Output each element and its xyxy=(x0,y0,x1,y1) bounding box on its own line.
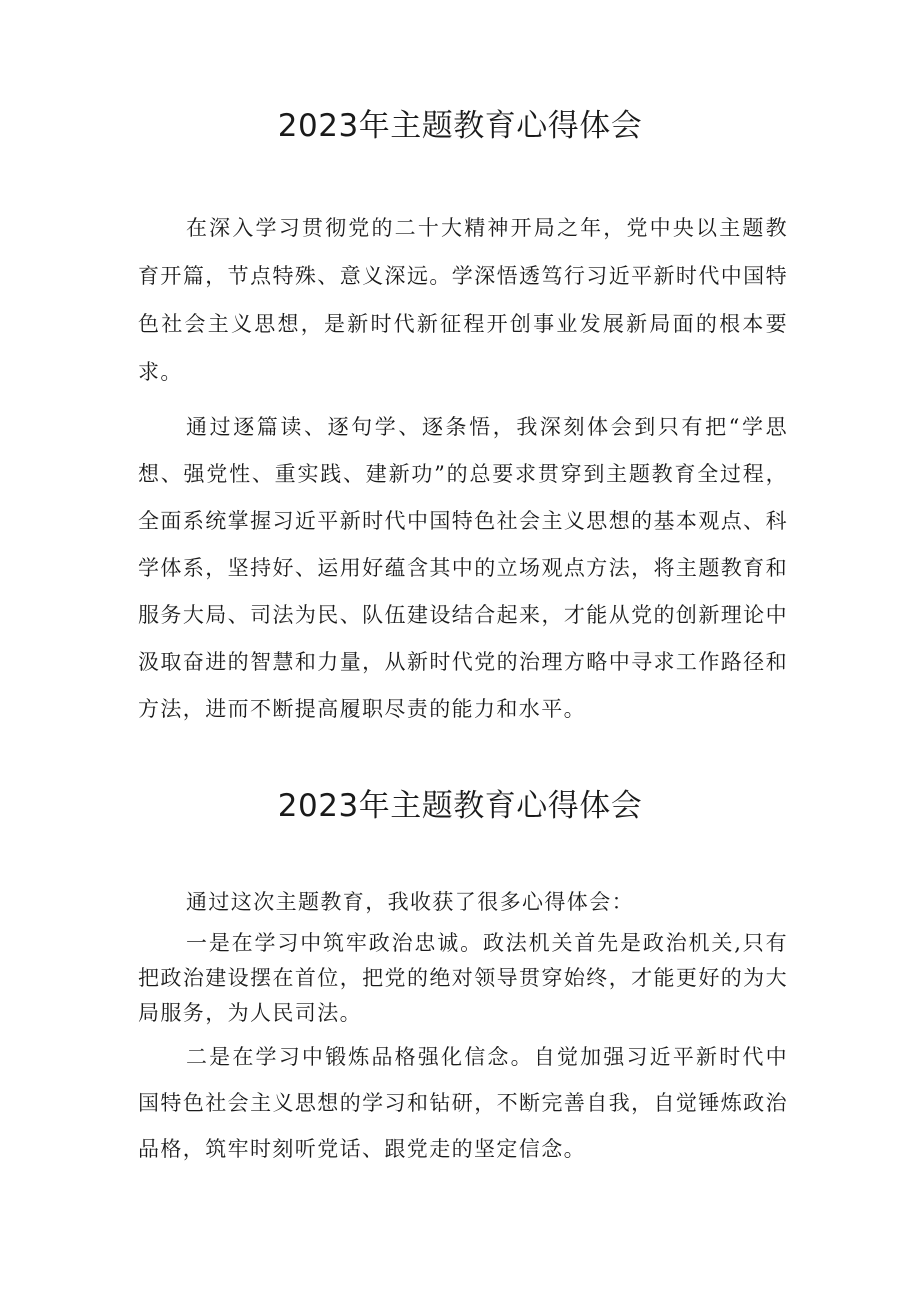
section-1-paragraph-1: 在深入学习贯彻党的二十大精神开局之年，党中央以主题教育开篇，节点特殊、意义深远。学深悟透笃行习近平新时代中国特色社会主义思想，是新时代新征程开创事业发展新局面的根本要求。 xyxy=(138,216,788,384)
section-2-title: 2023年主题教育心得体会 xyxy=(277,788,643,824)
section-2-paragraph-1: 通过这次主题教育，我收获了很多心得体会： xyxy=(186,890,634,914)
section-1-paragraph-2: 通过逐篇读、逐句学、逐条悟，我深刻体会到只有把“学思想、强党性、重实践、建新功”的总要求贯穿到主题教育全过程，全面系统掌握习近平新时代中国特色社会主义思想的基本观点、科学体系，坚持好、运用好蕴含其中的立场观点方法，将主题教育和服务大局、司法为民、队伍建设结合起来，才能从党的创新理论中汲取奋进的智慧和力量，从新时代党的治理方略中寻求工作路径和方法，进而不断提高履职尽责的能力和水平。 xyxy=(138,415,788,721)
section-1-title: 2023年主题教育心得体会 xyxy=(277,108,643,144)
section-2-paragraph-2: 一是在学习中筑牢政治忠诚。政法机关首先是政治机关,只有把政治建设摆在首位，把党的绝对领导贯穿始终，才能更好的为大局服务，为人民司法。 xyxy=(138,931,788,1025)
section-2-paragraph-3: 二是在学习中锻炼品格强化信念。自觉加强习近平新时代中国特色社会主义思想的学习和钻研，不断完善自我，自觉锤炼政治品格，筑牢时刻听党话、跟党走的坚定信念。 xyxy=(138,1045,788,1161)
